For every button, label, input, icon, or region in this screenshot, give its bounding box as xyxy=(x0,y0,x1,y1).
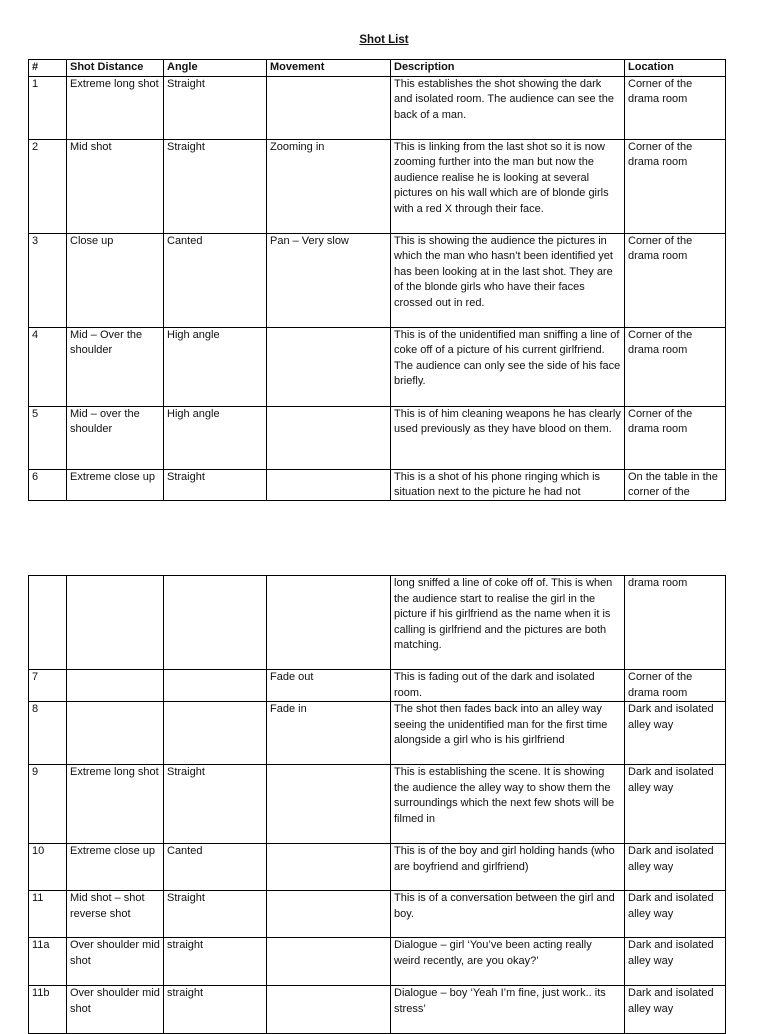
cell-text: This is of the unidentified man sniffing a line of coke off of a picture of his current girlfriend. The audience can only see the side of his face briefly. xyxy=(394,328,621,388)
cell-location xyxy=(625,938,726,986)
cell-location xyxy=(625,406,726,469)
cell-text: Dark and isolated alley way xyxy=(628,892,714,920)
cell-text xyxy=(270,765,387,843)
cell-description xyxy=(391,670,625,702)
cell-text: Corner of the drama room xyxy=(628,234,693,263)
cell-shot-number xyxy=(29,670,67,702)
table-row xyxy=(29,76,726,139)
cell-text: 5 xyxy=(32,407,39,420)
page-title: Shot List xyxy=(359,34,409,46)
cell-location xyxy=(625,576,726,670)
table-row xyxy=(29,702,726,765)
cell-text xyxy=(70,576,160,669)
cell-shot-number xyxy=(29,938,67,986)
cell-shot-number xyxy=(29,844,67,891)
cell-location xyxy=(625,670,726,702)
cell-text xyxy=(270,938,387,985)
cell-text xyxy=(270,77,387,139)
cell-text: Canted xyxy=(167,845,203,857)
cell-description xyxy=(391,844,625,891)
cell-angle xyxy=(164,765,267,844)
cell-movement xyxy=(267,406,391,469)
cell-text: Canted xyxy=(167,234,203,247)
cell-text: 1 xyxy=(32,77,39,90)
shot-list-table-page-2 xyxy=(28,575,726,1034)
cell-text: Straight xyxy=(167,77,205,90)
cell-text: Dark and isolated alley way xyxy=(628,939,714,967)
cell-shot-distance xyxy=(67,765,164,844)
table-row xyxy=(29,576,726,670)
cell-shot-number xyxy=(29,406,67,469)
cell-angle xyxy=(164,702,267,765)
table-row xyxy=(29,233,726,327)
cell-description xyxy=(391,139,625,233)
cell-shot-number xyxy=(29,891,67,938)
cell-location xyxy=(625,891,726,938)
cell-text: 3 xyxy=(32,234,39,247)
cell-text: Straight xyxy=(167,140,205,153)
cell-shot-distance xyxy=(67,76,164,139)
cell-location xyxy=(625,702,726,765)
cell-description xyxy=(391,76,625,139)
cell-shot-number xyxy=(29,139,67,233)
cell-angle xyxy=(164,76,267,139)
cell-shot-distance xyxy=(67,139,164,233)
cell-shot-number xyxy=(29,702,67,765)
cell-text: Fade out xyxy=(270,671,314,683)
table-row xyxy=(29,139,726,233)
cell-angle xyxy=(164,233,267,327)
cell-movement xyxy=(267,469,391,500)
cell-text xyxy=(167,670,263,701)
cell-text: Extreme long shot xyxy=(70,77,159,90)
cell-text: This is a shot of his phone ringing which is situation next to the picture he had not xyxy=(394,470,601,499)
table-row xyxy=(29,765,726,844)
cell-angle xyxy=(164,469,267,500)
cell-movement xyxy=(267,891,391,938)
cell-text: 2 xyxy=(32,140,39,153)
cell-description xyxy=(391,938,625,986)
cell-text: straight xyxy=(167,987,204,999)
cell-description xyxy=(391,327,625,406)
cell-text xyxy=(270,407,387,469)
cell-text xyxy=(32,576,63,669)
cell-description xyxy=(391,702,625,765)
cell-shot-number xyxy=(29,233,67,327)
cell-angle xyxy=(164,891,267,938)
cell-shot-distance xyxy=(67,327,164,406)
cell-shot-number xyxy=(29,765,67,844)
cell-movement xyxy=(267,327,391,406)
cell-movement xyxy=(267,670,391,702)
cell-angle xyxy=(164,139,267,233)
cell-text: Pan – Very slow xyxy=(270,234,349,247)
table-row xyxy=(29,670,726,702)
cell-text: This is of the boy and girl holding hands (who are boyfriend and girlfriend) xyxy=(394,845,615,873)
cell-text: This is showing the audience the pictures in which the man who hasn’t been identified yet has been looking at in the last shot. They are of the blonde girls who have their faces crossed out in red. xyxy=(394,234,613,309)
cell-description xyxy=(391,576,625,670)
cell-shot-distance xyxy=(67,233,164,327)
cell-text: 11a xyxy=(32,939,50,951)
cell-shot-distance xyxy=(67,986,164,1034)
cell-text: Corner of the drama room xyxy=(628,407,693,436)
cell-angle xyxy=(164,576,267,670)
table-header-row xyxy=(29,60,726,77)
cell-text: This is establishing the scene. It is showing the audience the alley way to show them the surroundings which the next few shots will be filmed in xyxy=(394,766,615,825)
cell-text xyxy=(270,576,387,669)
cell-text: 11 xyxy=(32,892,44,904)
cell-shot-number xyxy=(29,986,67,1034)
cell-movement xyxy=(267,986,391,1034)
cell-angle xyxy=(164,406,267,469)
cell-text: Over shoulder mid shot xyxy=(70,987,160,1015)
cell-location xyxy=(625,233,726,327)
cell-text: Straight xyxy=(167,892,205,904)
cell-text: High angle xyxy=(167,328,220,341)
cell-text: High angle xyxy=(167,407,220,420)
cell-shot-number xyxy=(29,576,67,670)
cell-movement xyxy=(267,844,391,891)
cell-location xyxy=(625,469,726,500)
cell-description xyxy=(391,986,625,1034)
cell-text: long sniffed a line of coke off of. This is when the audience start to realise the girl in the picture if his girlfriend as the name when it is calling is girlfriend and the pictures are both matching. xyxy=(394,577,613,652)
cell-movement xyxy=(267,233,391,327)
table-row xyxy=(29,938,726,986)
cell-text xyxy=(270,470,387,500)
cell-text: Dark and isolated alley way xyxy=(628,987,714,1015)
table-row xyxy=(29,327,726,406)
cell-text xyxy=(70,702,160,764)
header-angle: Angle xyxy=(164,60,267,77)
cell-text: Dialogue – girl ‘You’ve been acting really weird recently, are you okay?’ xyxy=(394,939,592,967)
cell-shot-distance xyxy=(67,938,164,986)
cell-description xyxy=(391,765,625,844)
cell-text: This is fading out of the dark and isolated room. xyxy=(394,671,595,699)
shot-list-table-page-1 xyxy=(28,59,726,501)
cell-description xyxy=(391,406,625,469)
cell-text: Corner of the drama room xyxy=(628,140,693,169)
cell-text: 6 xyxy=(32,470,39,483)
cell-shot-distance xyxy=(67,670,164,702)
cell-text: Straight xyxy=(167,470,205,483)
cell-description xyxy=(391,469,625,500)
cell-angle xyxy=(164,938,267,986)
table-row xyxy=(29,406,726,469)
cell-text xyxy=(270,328,387,406)
cell-text: Extreme long shot xyxy=(70,766,159,778)
cell-description xyxy=(391,891,625,938)
cell-text: 11b xyxy=(32,987,50,999)
header-description: Description xyxy=(391,60,625,77)
cell-text: Mid shot – shot reverse shot xyxy=(70,892,145,920)
cell-movement xyxy=(267,76,391,139)
header-location: Location xyxy=(625,60,726,77)
cell-text: Straight xyxy=(167,766,205,778)
cell-text: Corner of the drama room xyxy=(628,671,693,699)
cell-text: Mid shot xyxy=(70,140,112,153)
cell-text xyxy=(167,702,263,764)
cell-shot-number xyxy=(29,469,67,500)
table-row xyxy=(29,844,726,891)
header-shot-distance: Shot Distance xyxy=(67,60,164,77)
cell-text xyxy=(70,670,160,701)
cell-shot-distance xyxy=(67,702,164,765)
cell-shot-distance xyxy=(67,469,164,500)
cell-text: Mid – Over the shoulder xyxy=(70,328,143,357)
cell-movement xyxy=(267,765,391,844)
cell-text: This establishes the shot showing the dark and isolated room. The audience can see the back of a man. xyxy=(394,77,614,121)
cell-movement xyxy=(267,139,391,233)
cell-text: Corner of the drama room xyxy=(628,328,693,357)
cell-text xyxy=(167,576,263,669)
cell-shot-number xyxy=(29,76,67,139)
cell-movement xyxy=(267,702,391,765)
cell-text: Close up xyxy=(70,234,114,247)
cell-angle xyxy=(164,986,267,1034)
header-number: # xyxy=(29,60,67,77)
cell-text: Extreme close up xyxy=(70,470,155,483)
cell-text: This is of a conversation between the girl and boy. xyxy=(394,892,615,920)
cell-text: drama room xyxy=(628,577,688,589)
cell-shot-distance xyxy=(67,576,164,670)
table-row xyxy=(29,469,726,500)
cell-text: Over shoulder mid shot xyxy=(70,939,160,967)
header-movement: Movement xyxy=(267,60,391,77)
cell-text: 9 xyxy=(32,766,39,778)
cell-shot-distance xyxy=(67,891,164,938)
cell-location xyxy=(625,986,726,1034)
table-row xyxy=(29,891,726,938)
cell-shot-distance xyxy=(67,844,164,891)
cell-text: Dialogue – boy ‘Yeah I’m fine, just work.. its stress’ xyxy=(394,987,606,1015)
cell-text: straight xyxy=(167,939,204,951)
cell-text: 8 xyxy=(32,703,39,715)
cell-shot-distance xyxy=(67,406,164,469)
cell-text: On the table in the corner of the xyxy=(628,470,718,499)
cell-text: 7 xyxy=(32,671,39,683)
cell-text: Corner of the drama room xyxy=(628,77,693,106)
cell-location xyxy=(625,765,726,844)
cell-text: Dark and isolated alley way xyxy=(628,845,714,873)
cell-text xyxy=(270,986,387,1033)
cell-text xyxy=(270,891,387,937)
table-row xyxy=(29,986,726,1034)
cell-text xyxy=(270,844,387,890)
cell-text: Dark and isolated alley way xyxy=(628,703,714,731)
cell-description xyxy=(391,233,625,327)
cell-text: This is linking from the last shot so it is now zooming further into the man but now the audience realise he is looking at several pictures on his wall which are of blonde girls with a red X through their face. xyxy=(394,140,609,215)
cell-text: Mid – over the shoulder xyxy=(70,407,140,436)
cell-angle xyxy=(164,844,267,891)
cell-movement xyxy=(267,938,391,986)
cell-location xyxy=(625,844,726,891)
cell-location xyxy=(625,139,726,233)
cell-movement xyxy=(267,576,391,670)
cell-text: Dark and isolated alley way xyxy=(628,766,714,794)
cell-location xyxy=(625,327,726,406)
cell-location xyxy=(625,76,726,139)
cell-angle xyxy=(164,670,267,702)
cell-text: 4 xyxy=(32,328,39,341)
cell-text: Extreme close up xyxy=(70,845,155,857)
cell-text: This is of him cleaning weapons he has clearly used previously as they have blood on them. xyxy=(394,407,621,436)
cell-angle xyxy=(164,327,267,406)
cell-text: Zooming in xyxy=(270,140,325,153)
cell-shot-number xyxy=(29,327,67,406)
cell-text: The shot then fades back into an alley way seeing the unidentified man for the first time alongside a girl who is his girlfriend xyxy=(394,703,608,747)
cell-text: Fade in xyxy=(270,703,307,715)
cell-text: 10 xyxy=(32,845,45,857)
